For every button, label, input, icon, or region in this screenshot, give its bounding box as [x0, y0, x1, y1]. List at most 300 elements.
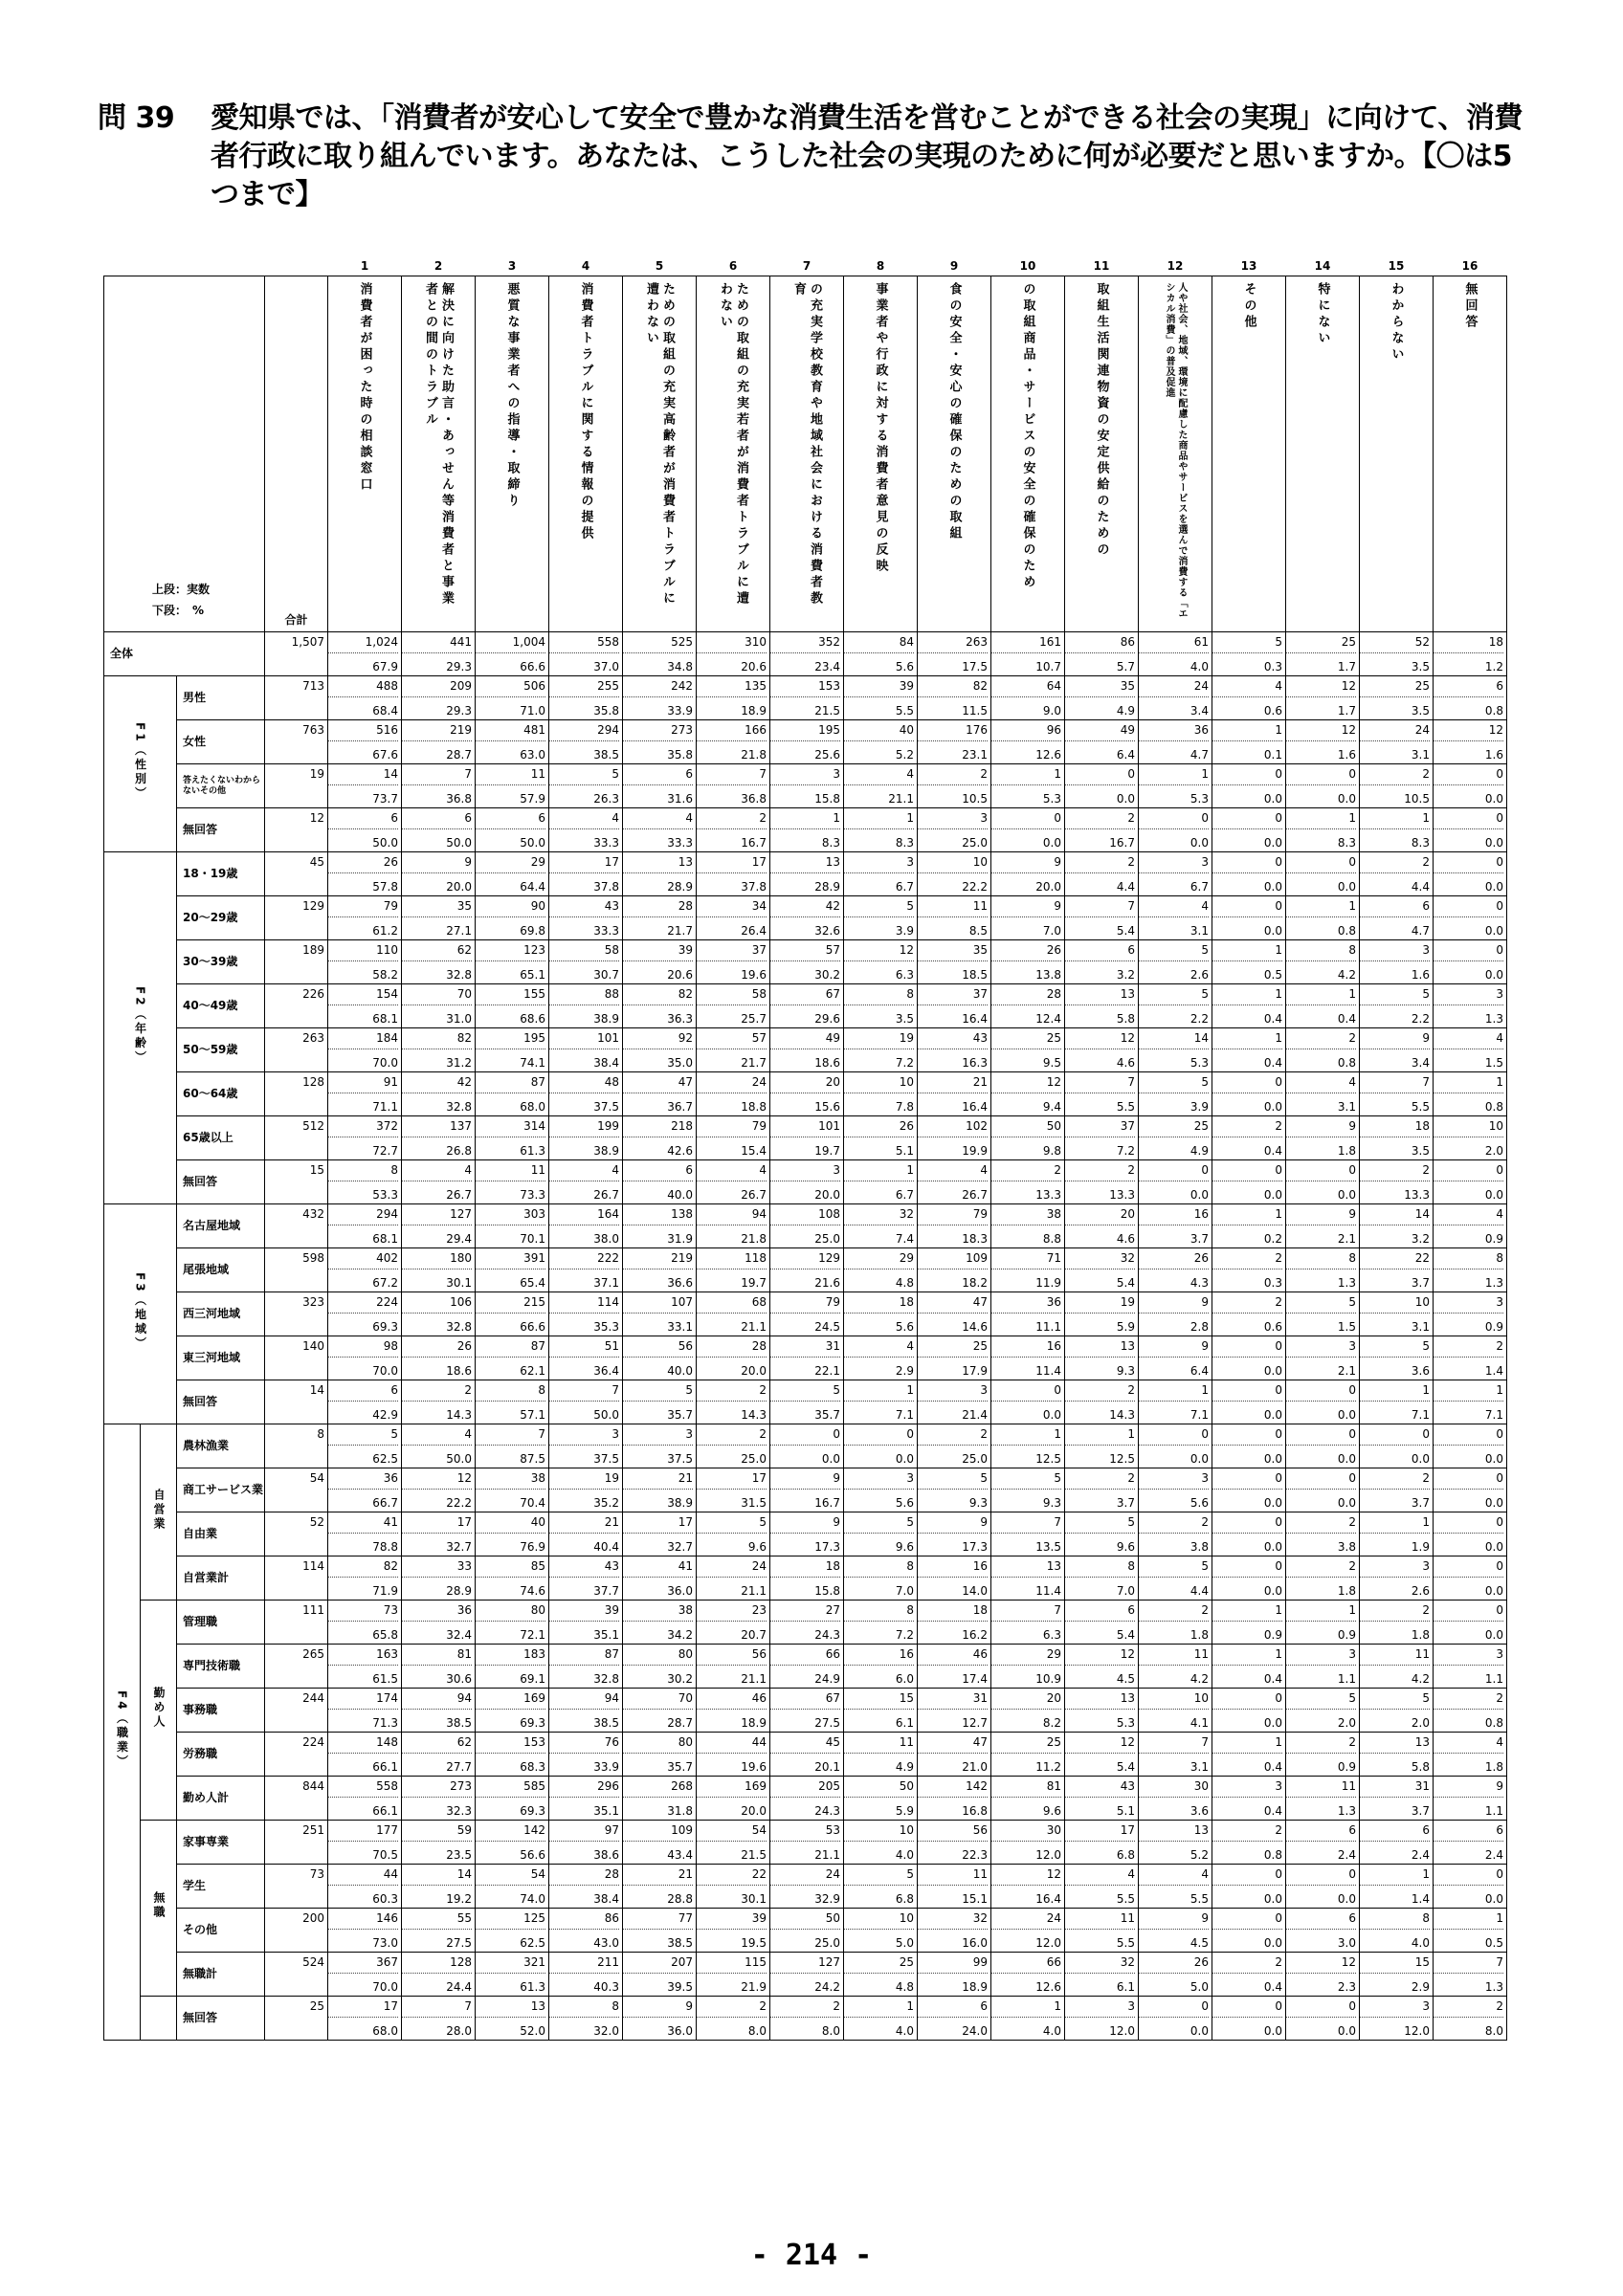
- percent-value: 11.4: [1035, 1584, 1061, 1598]
- count-value: 13: [1359, 1733, 1430, 1754]
- subgroup-label: [141, 1821, 177, 1997]
- count-value: 207: [622, 1953, 693, 1974]
- percent-value: 1.3: [1337, 1276, 1356, 1290]
- data-cell: [844, 1380, 918, 1424]
- data-cell: [1286, 1909, 1360, 1953]
- data-cell: [402, 1424, 476, 1468]
- percent-value: 28.9: [667, 880, 693, 894]
- percent-value: 6.1: [895, 1716, 914, 1730]
- data-cell: [770, 1336, 844, 1380]
- data-cell: [328, 808, 402, 852]
- count-value: 367: [327, 1953, 398, 1974]
- percent-value: 8.2: [1042, 1716, 1061, 1730]
- count-value: 0: [1433, 1865, 1503, 1886]
- percent-value: 4.9: [895, 1760, 914, 1774]
- table-row: [104, 1072, 1507, 1116]
- data-cell: [1065, 1733, 1139, 1777]
- percent-value: 4.7: [1189, 748, 1209, 762]
- count-value: 94: [401, 1689, 472, 1710]
- column-number: 16: [1461, 259, 1478, 273]
- percent-value: 34.2: [667, 1628, 693, 1642]
- column-header: [918, 276, 991, 632]
- count-value: 110: [327, 940, 398, 961]
- count-value: 2: [769, 1997, 840, 2018]
- data-cell: [1065, 764, 1139, 808]
- count-value: 1: [1285, 808, 1356, 829]
- table-row: [104, 1777, 1507, 1821]
- row-total: [265, 1248, 328, 1292]
- percent-value: 37.0: [593, 660, 619, 673]
- table-row: [104, 896, 1507, 940]
- percent-value: 7.8: [895, 1100, 914, 1114]
- percent-value: 4.5: [1189, 1936, 1209, 1950]
- percent-value: 0.0: [1263, 1584, 1282, 1598]
- row-total: [265, 1865, 328, 1909]
- count-value: 49: [1064, 720, 1135, 741]
- row-total: [265, 676, 328, 720]
- data-cell: [1139, 1336, 1212, 1380]
- percent-value: 35.8: [667, 748, 693, 762]
- percent-value: 22.2: [962, 880, 988, 894]
- count-value: 5: [990, 1468, 1061, 1490]
- data-cell: [1360, 1292, 1434, 1336]
- percent-value: 31.9: [667, 1232, 693, 1246]
- percent-value: 0.0: [1263, 1452, 1282, 1466]
- count-value: 0: [1285, 1865, 1356, 1886]
- count-value: 8: [843, 1601, 914, 1622]
- column-header-label: 消費者トラブルに関する情報の提供: [578, 282, 593, 542]
- count-value: 1: [769, 808, 840, 829]
- data-cell: [1139, 1292, 1212, 1336]
- data-cell: [1065, 1777, 1139, 1821]
- data-cell: [697, 1997, 770, 2041]
- data-cell: [1434, 764, 1507, 808]
- table-row: [104, 1292, 1507, 1336]
- column-number: 11: [1093, 259, 1110, 273]
- data-cell: [623, 1821, 697, 1865]
- data-cell: [1212, 1424, 1286, 1468]
- count-value: 4: [1433, 1028, 1503, 1049]
- count-value: 12: [1064, 1645, 1135, 1666]
- percent-value: 0.6: [1263, 704, 1282, 718]
- count-value: 1: [1212, 720, 1282, 741]
- data-cell: [549, 1645, 623, 1689]
- count-value: 488: [327, 676, 398, 697]
- count-value: 129: [769, 1248, 840, 1269]
- percent-value: 68.0: [520, 1100, 545, 1114]
- data-cell: [476, 1380, 549, 1424]
- count-value: 26: [401, 1336, 472, 1358]
- count-value: 51: [548, 1336, 619, 1358]
- count-value: 4: [1138, 1865, 1209, 1886]
- data-cell: [770, 808, 844, 852]
- count-value: 155: [475, 984, 545, 1005]
- data-cell: [770, 1556, 844, 1601]
- data-cell: [476, 1733, 549, 1777]
- count-value: 11: [475, 1160, 545, 1181]
- column-number: 7: [802, 259, 812, 273]
- data-cell: [1360, 1204, 1434, 1248]
- data-cell: [918, 1777, 991, 1821]
- data-cell: [1286, 1997, 1360, 2041]
- percent-value: 14.3: [741, 1408, 767, 1422]
- data-cell: [1139, 1601, 1212, 1645]
- percent-value: 7.1: [1484, 1408, 1503, 1422]
- count-value: 183: [475, 1645, 545, 1666]
- table-row: [104, 984, 1507, 1028]
- percent-value: 50.0: [446, 1452, 472, 1466]
- percent-value: 3.5: [1411, 660, 1430, 673]
- count-value: 9: [1433, 1777, 1503, 1798]
- data-cell: [918, 1733, 991, 1777]
- data-cell: [476, 1689, 549, 1733]
- column-number: 3: [507, 259, 517, 273]
- count-value: 40: [843, 720, 914, 741]
- percent-value: 12.0: [1035, 1936, 1061, 1950]
- data-cell: [918, 1204, 991, 1248]
- row-label: その他: [177, 1909, 265, 1953]
- percent-value: 1.6: [1337, 748, 1356, 762]
- percent-value: 26.7: [962, 1188, 988, 1202]
- percent-value: 0.3: [1263, 660, 1282, 673]
- row-label: 労務職: [177, 1733, 265, 1777]
- count-value: 5: [843, 1865, 914, 1886]
- data-cell: [918, 1645, 991, 1689]
- count-value: 15: [843, 1689, 914, 1710]
- percent-value: 9.3: [1116, 1364, 1135, 1378]
- count-value: 3: [1359, 1997, 1430, 2018]
- percent-value: 2.1: [1337, 1232, 1356, 1246]
- column-header-label: 悪質な事業者への指導・取締り: [504, 282, 520, 510]
- percent-value: 7.1: [1411, 1408, 1430, 1422]
- count-value: 0: [1433, 1601, 1503, 1622]
- count-value: 58: [548, 940, 619, 961]
- data-cell: [1212, 1380, 1286, 1424]
- data-cell: [623, 1953, 697, 1997]
- data-cell: [697, 1512, 770, 1556]
- data-cell: [991, 1689, 1065, 1733]
- percent-value: 76.9: [520, 1540, 545, 1554]
- count-value: 3: [843, 1468, 914, 1490]
- percent-value: 4.0: [895, 1848, 914, 1862]
- data-cell: [1360, 1953, 1434, 1997]
- percent-value: 7.4: [895, 1232, 914, 1246]
- count-value: 9: [769, 1512, 840, 1534]
- row-total: [265, 1953, 328, 1997]
- data-cell: [476, 1512, 549, 1556]
- count-value: 53: [769, 1821, 840, 1842]
- data-cell: [770, 1689, 844, 1733]
- count-value: 35: [1064, 676, 1135, 697]
- count-value: 1: [843, 808, 914, 829]
- column-number: 15: [1388, 259, 1405, 273]
- percent-value: 34.8: [667, 660, 693, 673]
- percent-value: 21.1: [814, 1848, 840, 1862]
- row-total-value: 323: [302, 1295, 324, 1309]
- percent-value: 21.0: [962, 1760, 988, 1774]
- percent-value: 37.5: [667, 1452, 693, 1466]
- count-value: 2: [696, 1997, 767, 2018]
- count-value: 9: [990, 896, 1061, 917]
- data-cell: [549, 1028, 623, 1072]
- subgroup-label: [141, 1424, 177, 1601]
- data-cell: [697, 1336, 770, 1380]
- data-cell: [623, 896, 697, 940]
- data-cell: [1212, 940, 1286, 984]
- count-value: 1: [1138, 1380, 1209, 1402]
- percent-value: 33.3: [593, 924, 619, 938]
- percent-value: 13.5: [1035, 1540, 1061, 1554]
- count-value: 0: [1212, 852, 1282, 873]
- column-header-label: の充実学校教育や地域社会における消費者教育: [791, 282, 822, 607]
- count-value: 3: [769, 764, 840, 785]
- row-label: 女性: [177, 720, 265, 764]
- data-cell: [991, 1777, 1065, 1821]
- percent-value: 7.1: [895, 1408, 914, 1422]
- count-value: 66: [990, 1953, 1061, 1974]
- count-value: 1: [1212, 984, 1282, 1005]
- count-value: 44: [696, 1733, 767, 1754]
- count-value: 10: [1359, 1292, 1430, 1314]
- data-cell: [328, 1777, 402, 1821]
- count-value: 18: [843, 1292, 914, 1314]
- data-cell: [1139, 1556, 1212, 1601]
- data-cell: [918, 1997, 991, 2041]
- data-cell: [918, 1424, 991, 1468]
- percent-value: 0.0: [1042, 836, 1061, 850]
- count-value: 50: [990, 1116, 1061, 1137]
- percent-value: 0.4: [1337, 1012, 1356, 1026]
- data-cell: [1286, 1116, 1360, 1160]
- data-cell: [918, 940, 991, 984]
- data-cell: [1360, 1909, 1434, 1953]
- percent-value: 15.1: [962, 1892, 988, 1906]
- data-cell: [918, 1336, 991, 1380]
- percent-value: 3.7: [1189, 1232, 1209, 1246]
- percent-value: 10.5: [962, 792, 988, 806]
- data-cell: [1212, 1248, 1286, 1292]
- data-cell: [1139, 1953, 1212, 1997]
- column-header: [770, 276, 844, 632]
- percent-value: 22.1: [814, 1364, 840, 1378]
- percent-value: 38.5: [446, 1716, 472, 1730]
- data-cell: [549, 1248, 623, 1292]
- data-cell: [770, 896, 844, 940]
- data-cell: [770, 720, 844, 764]
- percent-value: 4.4: [1411, 880, 1430, 894]
- count-value: 7: [696, 764, 767, 785]
- count-value: 0: [1285, 764, 1356, 785]
- row-total-value: 129: [302, 899, 324, 913]
- data-cell: [1360, 720, 1434, 764]
- percent-value: 19.9: [962, 1144, 988, 1158]
- count-value: 153: [769, 676, 840, 697]
- count-value: 123: [475, 940, 545, 961]
- data-cell: [1434, 940, 1507, 984]
- percent-value: 30.1: [446, 1276, 472, 1290]
- percent-value: 0.5: [1263, 968, 1282, 982]
- count-value: 38: [475, 1468, 545, 1490]
- count-value: 4: [843, 1336, 914, 1358]
- count-value: 0: [843, 1424, 914, 1446]
- data-cell: [476, 676, 549, 720]
- count-value: 36: [1138, 720, 1209, 741]
- count-value: 2: [1433, 1689, 1503, 1710]
- data-cell: [1139, 632, 1212, 676]
- count-value: 154: [327, 984, 398, 1005]
- data-cell: [1434, 1997, 1507, 2041]
- count-value: 5: [1359, 984, 1430, 1005]
- data-cell: [918, 764, 991, 808]
- data-cell: [1286, 1248, 1360, 1292]
- percent-value: 14.3: [1109, 1408, 1135, 1422]
- count-value: 14: [1359, 1204, 1430, 1225]
- data-cell: [770, 1380, 844, 1424]
- data-cell: [697, 1556, 770, 1601]
- data-cell: [623, 764, 697, 808]
- percent-value: 2.2: [1411, 1012, 1430, 1026]
- count-value: 5: [622, 1380, 693, 1402]
- data-cell: [328, 1292, 402, 1336]
- percent-value: 2.9: [1411, 1980, 1430, 1994]
- data-cell: [1434, 1072, 1507, 1116]
- count-value: 47: [622, 1072, 693, 1093]
- count-value: 16: [990, 1336, 1061, 1358]
- data-cell: [1286, 1028, 1360, 1072]
- percent-value: 38.5: [593, 1716, 619, 1730]
- data-cell: [1139, 852, 1212, 896]
- count-value: 5: [843, 896, 914, 917]
- percent-value: 50.0: [372, 836, 398, 850]
- count-value: 6: [1064, 940, 1135, 961]
- data-cell: [1065, 1204, 1139, 1248]
- data-cell: [770, 676, 844, 720]
- table-row: [104, 1512, 1507, 1556]
- count-value: 9: [1138, 1292, 1209, 1314]
- data-cell: [991, 1512, 1065, 1556]
- count-value: 87: [475, 1336, 545, 1358]
- count-value: 1: [1285, 896, 1356, 917]
- percent-value: 6.1: [1116, 1980, 1135, 1994]
- percent-value: 36.6: [667, 1276, 693, 1290]
- data-cell: [1360, 1865, 1434, 1909]
- percent-value: 25.0: [962, 836, 988, 850]
- data-cell: [844, 1468, 918, 1512]
- data-cell: [770, 1292, 844, 1336]
- percent-value: 14.3: [446, 1408, 472, 1422]
- count-value: 26: [1138, 1953, 1209, 1974]
- count-value: 5: [1285, 1689, 1356, 1710]
- percent-value: 25.6: [814, 748, 840, 762]
- percent-value: 13.3: [1035, 1188, 1061, 1202]
- data-cell: [1065, 808, 1139, 852]
- count-value: 34: [696, 896, 767, 917]
- data-cell: [1286, 1821, 1360, 1865]
- data-cell: [1360, 1689, 1434, 1733]
- count-value: 19: [843, 1028, 914, 1049]
- percent-value: 68.1: [372, 1232, 398, 1246]
- data-cell: [476, 1468, 549, 1512]
- row-total-value: 1,507: [291, 635, 324, 649]
- data-cell: [1212, 1909, 1286, 1953]
- count-value: 391: [475, 1248, 545, 1269]
- percent-value: 28.7: [446, 748, 472, 762]
- group-label-text: F4（職業）: [115, 1689, 129, 1770]
- count-value: 5: [327, 1424, 398, 1446]
- percent-value: 1.3: [1484, 1980, 1503, 1994]
- row-total-value: 226: [302, 987, 324, 1001]
- column-number: 9: [949, 259, 959, 273]
- percent-value: 15.8: [814, 792, 840, 806]
- row-total-value: 263: [302, 1031, 324, 1045]
- percent-value: 20.0: [446, 880, 472, 894]
- table-row: [104, 1336, 1507, 1380]
- percent-value: 28.8: [667, 1892, 693, 1906]
- column-header-label: 取組生活関連物資の安定供給のための: [1094, 282, 1109, 559]
- table-row: [104, 1468, 1507, 1512]
- count-value: 16: [843, 1645, 914, 1666]
- data-cell: [697, 1909, 770, 1953]
- count-value: 36: [990, 1292, 1061, 1314]
- column-header-label: 特にない: [1315, 282, 1330, 347]
- count-value: 1: [1064, 1424, 1135, 1446]
- data-cell: [1434, 808, 1507, 852]
- count-value: 20: [1064, 1204, 1135, 1225]
- percent-value: 19.2: [446, 1892, 472, 1906]
- count-value: 61: [1138, 632, 1209, 653]
- percent-value: 5.6: [895, 1496, 914, 1510]
- percent-value: 21.4: [962, 1408, 988, 1422]
- percent-value: 5.5: [1116, 1100, 1135, 1114]
- percent-value: 0.0: [1042, 1408, 1061, 1422]
- row-total: [265, 896, 328, 940]
- data-cell: [476, 1248, 549, 1292]
- row-label: 無回答: [177, 1380, 265, 1424]
- percent-value: 11.1: [1035, 1320, 1061, 1334]
- count-value: 24: [696, 1072, 767, 1093]
- data-cell: [1360, 676, 1434, 720]
- group-label-text: F2（年齢）: [133, 985, 147, 1066]
- data-cell: [1434, 1601, 1507, 1645]
- percent-value: 21.1: [741, 1584, 767, 1598]
- data-cell: [549, 1380, 623, 1424]
- percent-value: 21.6: [814, 1276, 840, 1290]
- percent-value: 8.3: [1337, 836, 1356, 850]
- count-value: 48: [548, 1072, 619, 1093]
- percent-value: 31.8: [667, 1804, 693, 1818]
- data-cell: [623, 808, 697, 852]
- percent-value: 24.3: [814, 1804, 840, 1818]
- row-label: 東三河地域: [177, 1336, 265, 1380]
- data-cell: [402, 632, 476, 676]
- data-cell: [1212, 808, 1286, 852]
- total-header: 合計: [265, 276, 328, 632]
- count-value: 10: [843, 1909, 914, 1930]
- row-total-value: 8: [317, 1427, 324, 1441]
- count-value: 54: [475, 1865, 545, 1886]
- data-cell: [770, 984, 844, 1028]
- table-row: [104, 940, 1507, 984]
- data-cell: [402, 1072, 476, 1116]
- count-value: 24: [769, 1865, 840, 1886]
- data-cell: [844, 1556, 918, 1601]
- percent-value: 0.4: [1263, 1144, 1282, 1158]
- data-cell: [1434, 720, 1507, 764]
- percent-value: 53.3: [372, 1188, 398, 1202]
- data-cell: [918, 676, 991, 720]
- data-cell: [1212, 1733, 1286, 1777]
- percent-value: 61.3: [520, 1980, 545, 1994]
